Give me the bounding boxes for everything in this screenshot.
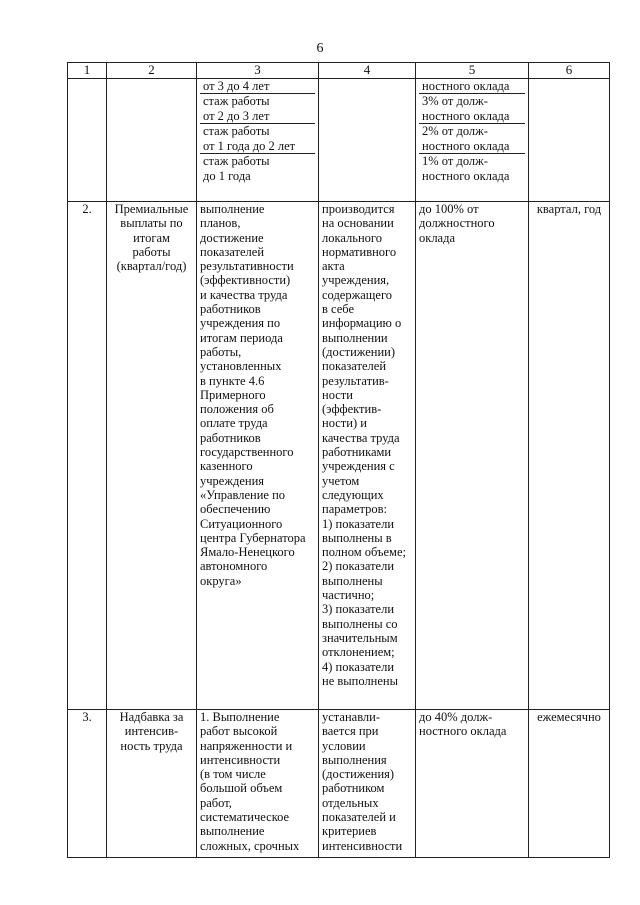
salary-percent-cell: 2% от долж- ностного оклада — [419, 124, 525, 154]
table-row — [68, 202, 610, 710]
column-number: 5 — [416, 63, 529, 79]
experience-cell: стаж работы от 1 года до 2 лет — [200, 124, 315, 154]
column-number: 6 — [529, 63, 610, 79]
row-number: 3. — [68, 710, 107, 858]
payment-procedure: производится на основании локального нормативного акта учреждения, содержащего в себе информацию о выполнении (достижении) показателей результатив- ности (эффектив- ности) и качества труда работниками учреждения с учетом следующих параметров: 1) показатели выполнены в полном объеме; 2) показатели выполнены частично; 3) показатели выполнены со значительным отклонением; 4) показатели не выполнены — [319, 202, 416, 710]
column-number: 2 — [107, 63, 197, 79]
experience-cell: от 3 до 4 лет — [200, 79, 315, 94]
payment-name: Надбавка за интенсив- ность труда — [107, 710, 197, 858]
page-number: 6 — [316, 41, 324, 56]
payment-name: Премиальные выплаты по итогам работы (квартал/год) — [107, 202, 197, 710]
payment-period: ежемесячно — [529, 710, 610, 858]
payment-amount: до 40% долж- ностного оклада — [416, 710, 529, 858]
continuation-row — [68, 79, 610, 202]
experience-subcells — [197, 79, 319, 202]
salary-percent-cell: 3% от долж- ностного оклада — [419, 94, 525, 124]
experience-cell: стаж работы до 1 года — [203, 154, 270, 183]
column-number: 1 — [68, 63, 107, 79]
table-row — [68, 710, 610, 858]
payment-period: квартал, год — [529, 202, 610, 710]
payment-amount: до 100% от должностного оклада — [416, 202, 529, 710]
salary-percent-subcells — [416, 79, 529, 202]
column-number: 4 — [319, 63, 416, 79]
payment-procedure: устанавли- вается при условии выполнения (достижения) работником отдельных показателей и критериев интенсивности — [319, 710, 416, 858]
column-number: 3 — [197, 63, 319, 79]
experience-cell: стаж работы от 2 до 3 лет — [200, 94, 315, 124]
payments-table — [67, 62, 610, 858]
payment-conditions: выполнение планов, достижение показателей результативности (эффективности) и качества труда работников учреждения по итогам периода работы, установленных в пункте 4.6 Примерного положения об оплате труда работников государственного казенного учреждения «Управление по обеспечению Ситуационного центра Губернатора Ямало-Ненецкого автономного округа» — [197, 202, 319, 710]
salary-percent-cell: ностного оклада — [419, 79, 525, 94]
row-number: 2. — [68, 202, 107, 710]
payment-conditions: 1. Выполнение работ высокой напряженности и интенсивности (в том числе большой объем работ, систематическое выполнение сложных, срочных — [197, 710, 319, 858]
column-number-row — [68, 63, 610, 79]
salary-percent-cell: 1% от долж- ностного оклада — [422, 154, 510, 183]
